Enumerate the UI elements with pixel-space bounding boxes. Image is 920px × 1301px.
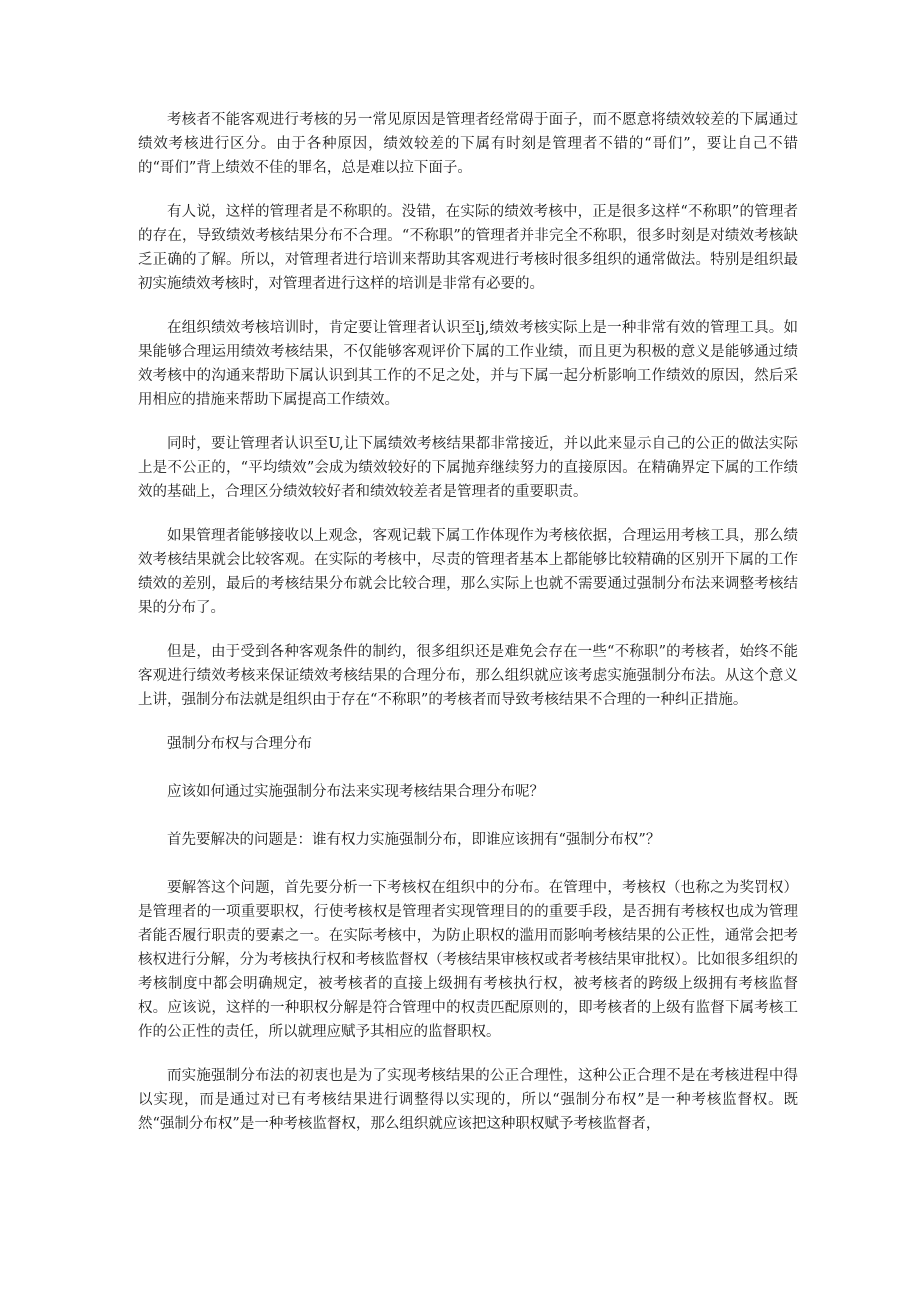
paragraph-7: 要解答这个问题，首先要分析一下考核权在组织中的分布。在管理中，考核权（也称之为奖罚权）是管理者的一项重要职权，行使考核权是管理者实现管理目的的重要手段，是否拥有考核权也成为管理者能否履行职责的要素之一。在实际考核中，为防止职权的滥用而影响考核结果的公正性，通常会把考核权进行分解，分为考核执行权和考核监督权（考核结果审核权或者考核结果审批权）。比如很多组织的考核制度中都会明确规定，被考核者的直接上级拥有考核执行权，被考核者的跨级上级拥有考核监督权。应该说，这样的一种职权分解是符合管理中的权责匹配原则的，即考核者的上级有监督下属考核工作的公正性的责任，所以就理应赋予其相应的监督职权。 xyxy=(138,880,798,1040)
paragraph-6: 但是，由于受到各种客观条件的制约，很多组织还是难免会存在一些“不称职”的考核者，始终不能客观进行绩效考核来保证绩效考核结果的合理分布，那么组织就应该考虑实施强制分布法。从这个意义上讲，强制分布法就是组织由于存在“不称职”的考核者而导致考核结果不合理的一种纠正措施。 xyxy=(138,644,798,708)
question-1: 应该如何通过实施强制分布法来实现考核结果合理分布呢？ xyxy=(167,784,544,800)
paragraph-5: 如果管理者能够接收以上观念，客观记载下属工作体现作为考核依据，合理运用考核工具，那么绩效考核结果就会比较客观。在实际的考核中，尽责的管理者基本上都能够比较精确的区别开下属的工作绩效的差别，最后的考核结果分布就会比较合理，那么实际上也就不需要通过强制分布法来调整考核结果的分布了。 xyxy=(138,528,798,616)
paragraph-8: 而实施强制分布法的初衷也是为了实现考核结果的公正合理性，这种公正合理不是在考核进程中得以实现，而是通过对已有考核结果进行调整得以实现的，所以“强制分布权”是一种考核监督权。既然“强制分布权”是一种考核监督权，那么组织就应该把这种职权赋予考核监督者， xyxy=(138,1068,798,1132)
paragraph-3: 在组织绩效考核培训时，肯定要让管理者认识至lj,绩效考核实际上是一种非常有效的管理工具。如果能够合理运用绩效考核结果，不仅能够客观评价下属的工作业绩，而且更为积极的意义是能够通过绩效考核中的沟通来帮助下属认识到其工作的不足之处，并与下属一起分析影响工作绩效的原因，然后采用相应的措施来帮助下属提高工作绩效。 xyxy=(138,320,798,408)
document-page xyxy=(138,108,798,1156)
paragraph-4: 同时，要让管理者认识至U,让下属绩效考核结果都非常接近，并以此来显示自己的公正的做法实际上是不公正的，“平均绩效”会成为绩效较好的下属抛弃继续努力的直接原因。在精确界定下属的工作绩效的基础上，合理区分绩效较好者和绩效较差者是管理者的重要职责。 xyxy=(138,436,798,500)
question-2: 首先要解决的问题是：谁有权力实施强制分布，即谁应该拥有“强制分布权”？ xyxy=(167,832,661,848)
section-heading: 强制分布权与合理分布 xyxy=(167,736,312,752)
paragraph-1: 考核者不能客观进行考核的另一常见原因是管理者经常碍于面子，而不愿意将绩效较差的下属通过绩效考核进行区分。由于各种原因，绩效较差的下属有时刻是管理者不错的“哥们”，要让自己不错的“哥们”背上绩效不佳的罪名，总是难以拉下面子。 xyxy=(138,112,798,176)
paragraph-2: 有人说，这样的管理者是不称职的。没错，在实际的绩效考核中，正是很多这样“不称职”的管理者的存在，导致绩效考核结果分布不合理。“不称职”的管理者并非完全不称职，很多时刻是对绩效考核缺乏正确的了解。所以，对管理者进行培训来帮助其客观进行考核时很多组织的通常做法。特别是组织最初实施绩效考核时，对管理者进行这样的培训是非常有必要的。 xyxy=(138,204,798,292)
